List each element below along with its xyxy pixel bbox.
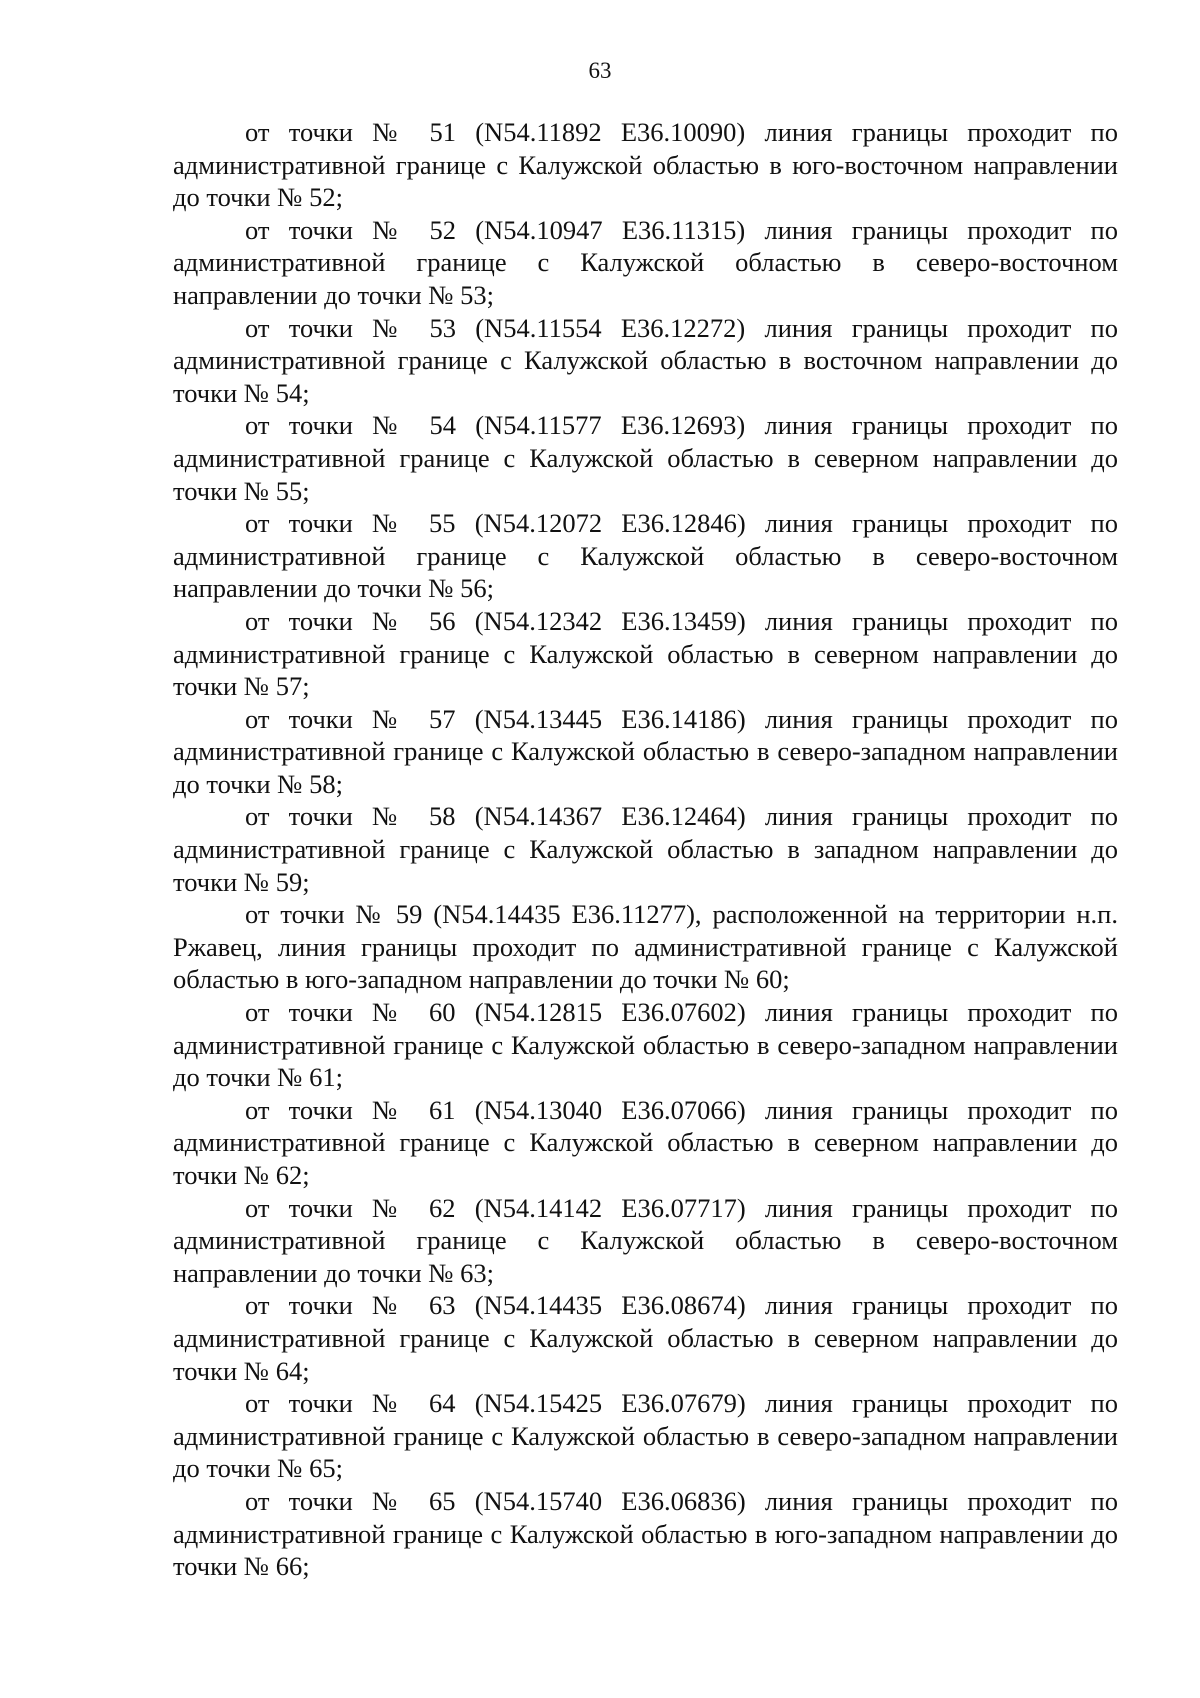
boundary-paragraph-55: от точки № 55 (N54.12072 E36.12846) линия границы проходит по административной границе с Калужской областью в северо-восточном направлении до точки № 56;	[173, 508, 1118, 604]
boundary-paragraph-54: от точки № 54 (N54.11577 E36.12693) линия границы проходит по административной границе с Калужской областью в северном направлении до точки № 55;	[173, 410, 1118, 506]
boundary-paragraph-60: от точки № 60 (N54.12815 E36.07602) линия границы проходит по административной границе с Калужской областью в северо-западном направлении до точки № 61;	[173, 997, 1118, 1093]
boundary-paragraph-59: от точки № 59 (N54.14435 E36.11277), расположенной на территории н.п. Ржавец, линия границы проходит по административной границе с Калужской областью в юго-западном направлении до точки № 60;	[173, 899, 1118, 995]
boundary-paragraph-64: от точки № 64 (N54.15425 E36.07679) линия границы проходит по административной границе с Калужской областью в северо-западном направлении до точки № 65;	[173, 1388, 1118, 1484]
boundary-paragraph-58: от точки № 58 (N54.14367 E36.12464) линия границы проходит по административной границе с Калужской областью в западном направлении до точки № 59;	[173, 801, 1118, 897]
boundary-paragraph-65: от точки № 65 (N54.15740 E36.06836) линия границы проходит по административной границе с Калужской областью в юго-западном направлении до точки № 66;	[173, 1485, 1118, 1582]
boundary-paragraph-53: от точки № 53 (N54.11554 E36.12272) линия границы проходит по административной границе с Калужской областью в восточном направлении до точки № 54;	[173, 312, 1118, 408]
boundary-paragraph-61: от точки № 61 (N54.13040 E36.07066) линия границы проходит по административной границе с Калужской областью в северном направлении до точки № 62;	[173, 1094, 1118, 1190]
boundary-paragraph-62: от точки № 62 (N54.14142 E36.07717) линия границы проходит по административной границе с Калужской областью в северо-восточном направлении до точки № 63;	[173, 1192, 1118, 1288]
boundary-paragraph-51: от точки № 51 (N54.11892 E36.10090) линия границы проходит по административной границе с Калужской областью в юго-восточном направлении до точки № 52;	[173, 117, 1118, 213]
document-body	[173, 116, 1118, 1583]
boundary-paragraph-57: от точки № 57 (N54.13445 E36.14186) линия границы проходит по административной границе с Калужской областью в северо-западном направлении до точки № 58;	[173, 703, 1118, 799]
boundary-paragraph-63: от точки № 63 (N54.14435 E36.08674) линия границы проходит по административной границе с Калужской областью в северном направлении до точки № 64;	[173, 1290, 1118, 1386]
page-number: 63	[588, 58, 612, 83]
boundary-paragraph-56: от точки № 56 (N54.12342 E36.13459) линия границы проходит по административной границе с Калужской областью в северном направлении до точки № 57;	[173, 605, 1118, 702]
boundary-paragraph-52: от точки № 52 (N54.10947 E36.11315) линия границы проходит по административной границе с Калужской областью в северо-восточном направлении до точки № 53;	[173, 214, 1118, 310]
